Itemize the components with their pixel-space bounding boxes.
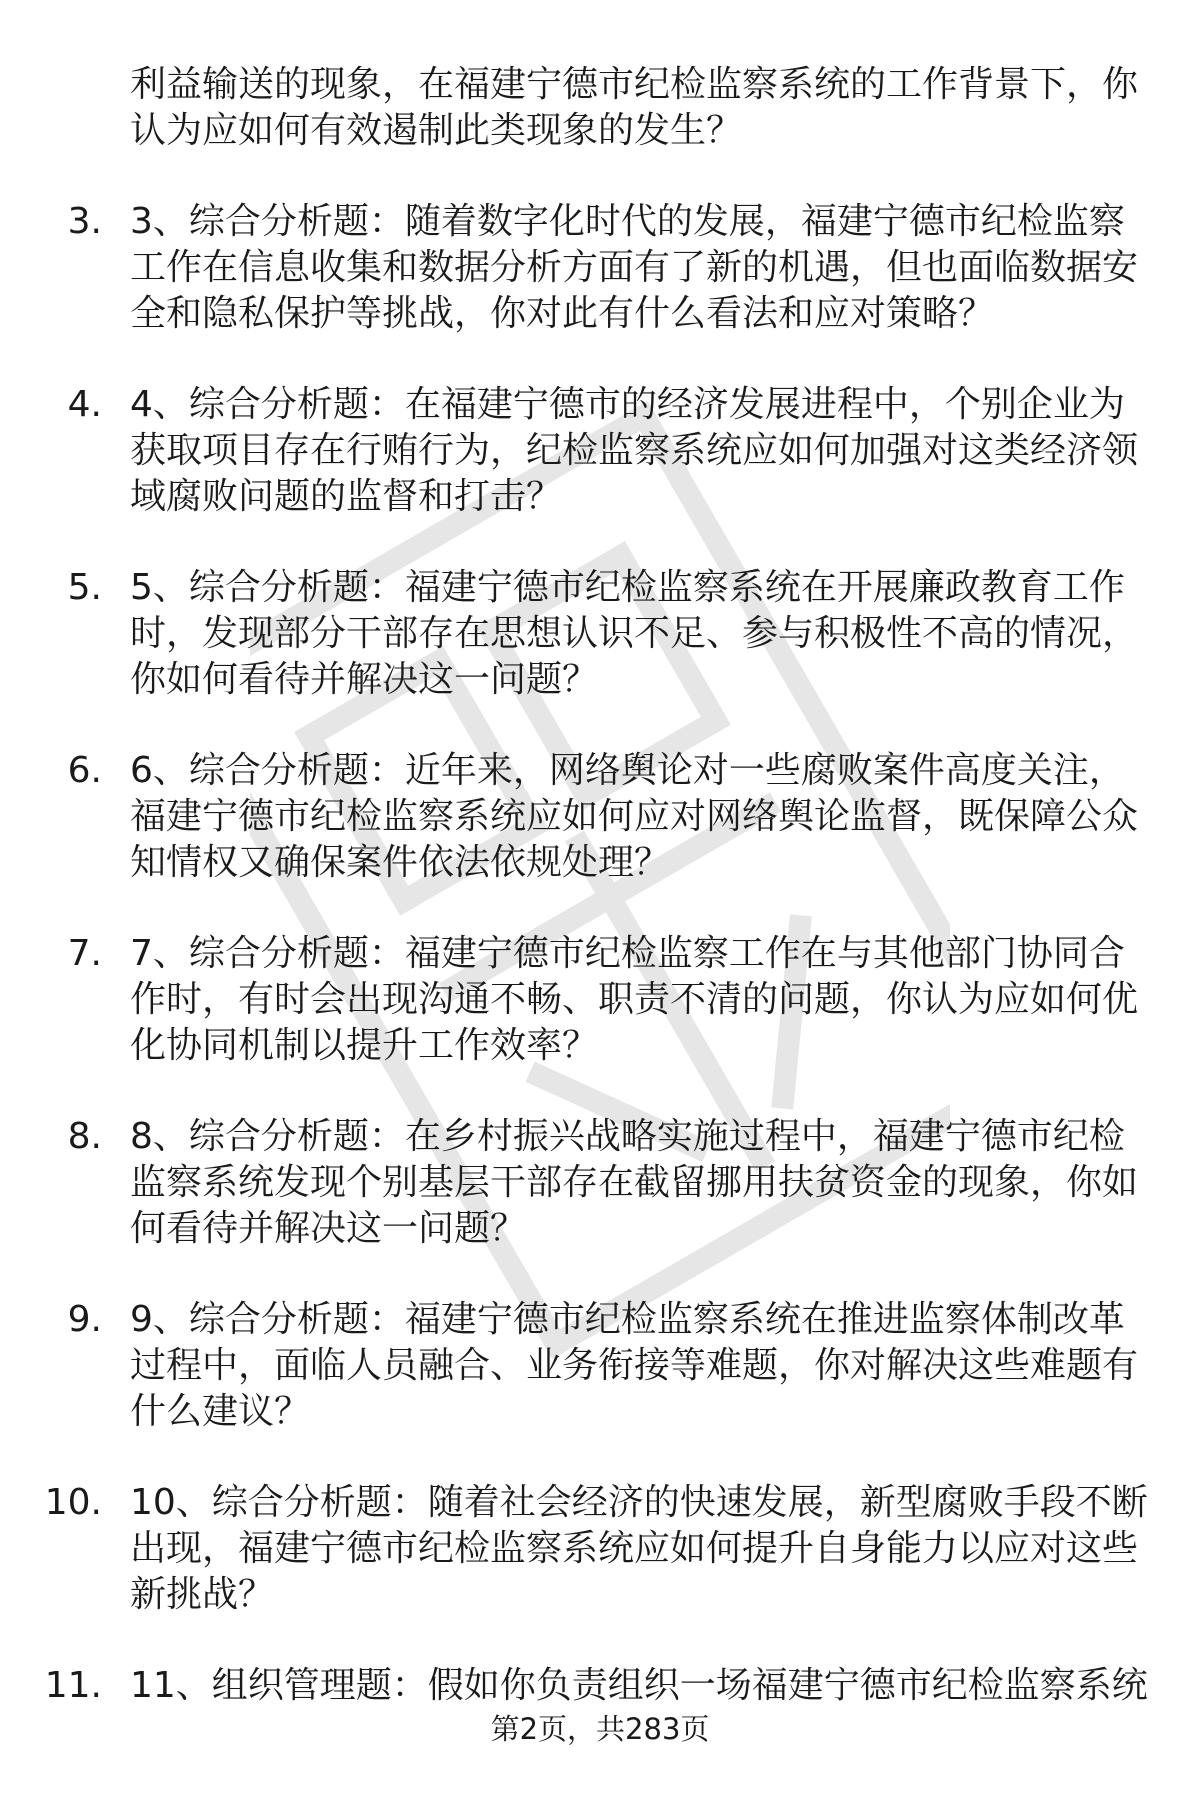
item-number: 10. [44, 1482, 102, 1523]
item-number: 8. [67, 1116, 102, 1157]
page-footer: 第2页，共283页 [490, 1712, 710, 1746]
item-text: 7、综合分析题：福建宁德市纪检监察工作在与其他部门协同合作时，有时会出现沟通不畅、职责不清的问题，你认为应如何优化协同机制以提升工作效率？ [130, 933, 1139, 1066]
item-number: 9. [67, 1299, 102, 1340]
list-item [0, 1114, 1200, 1252]
list-item [0, 382, 1200, 520]
item-text: 8、综合分析题：在乡村振兴战略实施过程中，福建宁德市纪检监察系统发现个别基层干部存在截留挪用扶贫资金的现象，你如何看待并解决这一问题？ [130, 1116, 1139, 1249]
list-item [0, 748, 1200, 886]
item-text: 6、综合分析题：近年来，网络舆论对一些腐败案件高度关注，福建宁德市纪检监察系统应如何应对网络舆论监督，既保障公众知情权又确保案件依法依规处理？ [130, 750, 1139, 883]
item-number: 4. [67, 384, 102, 425]
item-text: 11、组织管理题：假如你负责组织一场福建宁德市纪检监察系统 [130, 1665, 1148, 1706]
item-number: 7. [67, 933, 102, 974]
item-text: 9、综合分析题：福建宁德市纪检监察系统在推进监察体制改革过程中，面临人员融合、业务衔接等难题，你对解决这些难题有什么建议？ [130, 1299, 1139, 1432]
item-text: 10、综合分析题：随着社会经济的快速发展，新型腐败手段不断出现，福建宁德市纪检监察系统应如何提升自身能力以应对这些新挑战？ [130, 1482, 1148, 1615]
list-item [0, 199, 1200, 337]
item-text: 5、综合分析题：福建宁德市纪检监察系统在开展廉政教育工作时，发现部分干部存在思想认识不足、参与积极性不高的情况，你如何看待并解决这一问题？ [130, 567, 1139, 700]
list-item [0, 1480, 1200, 1618]
item-text: 4、综合分析题：在福建宁德市的经济发展进程中，个别企业为获取项目存在行贿行为，纪检监察系统应如何加强对这类经济领域腐败问题的监督和打击？ [130, 384, 1139, 517]
list-item [0, 931, 1200, 1069]
item-number: 6. [67, 750, 102, 791]
item-number: 3. [67, 201, 102, 242]
list-item [0, 1297, 1200, 1435]
continuation-text: 利益输送的现象，在福建宁德市纪检监察系统的工作背景下，你认为应如何有效遏制此类现象的发生？ [130, 64, 1139, 151]
item-text: 3、综合分析题：随着数字化时代的发展，福建宁德市纪检监察工作在信息收集和数据分析方面有了新的机遇，但也面临数据安全和隐私保护等挑战，你对此有什么看法和应对策略？ [130, 201, 1139, 334]
list-item [0, 565, 1200, 703]
question-list [0, 62, 1200, 1801]
item-number: 11. [44, 1665, 102, 1706]
item-number: 5. [67, 567, 102, 608]
